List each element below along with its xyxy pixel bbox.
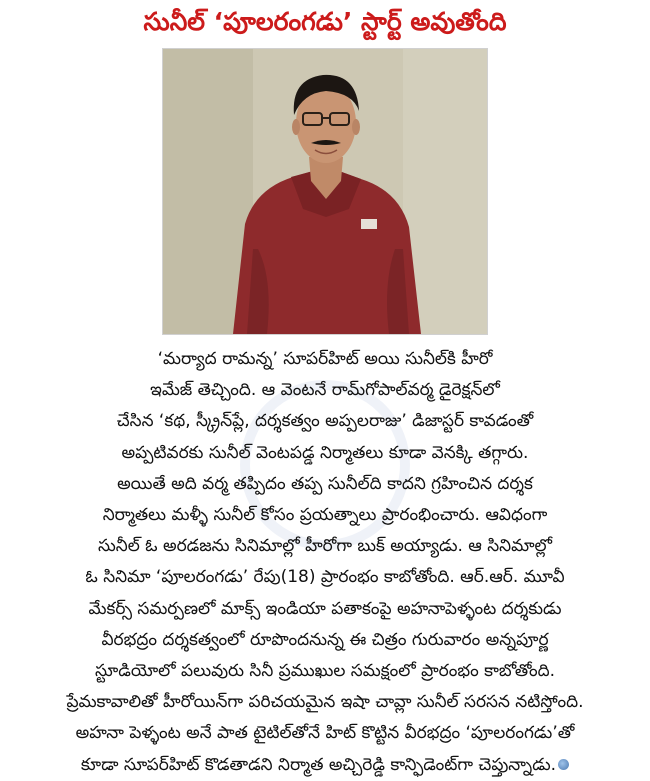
article-line-text: కూడా సూపర్‌హిట్ కొడతాడని నిర్మాత అచ్చిరెడ్డి కాన్ఫిడెంట్‌గా చెప్తున్నాడు. — [80, 754, 557, 775]
article-line: అయితే అది వర్మ తప్పిదం తప్ప సునీల్‌ది కాదని గ్రహించిన దర్శక — [117, 473, 533, 494]
article-headline: సునీల్ ‘పూలరంగడు’ స్టార్ట్ అవుతోంది — [143, 7, 507, 36]
article-body — [14, 344, 636, 781]
actor-photo — [162, 48, 488, 335]
article-line: చేసిన ‘కథ, స్క్రీన్‌ప్లే, దర్శకత్వం అప్పలరాజు’ డిజాస్టర్ కావడంతో — [116, 411, 534, 432]
article-line: సునీల్ ఓ అరడజను సినిమాల్లో హీరోగా బుక్ అయ్యాడు. ఆ సినిమాల్లో — [97, 536, 553, 557]
article-line: అహనా పెళ్ళంట అనే పాత టైటిల్‌తోనే హిట్ కొట్టిన వీరభద్రం ‘పూలరంగడు’తో — [75, 723, 575, 744]
article-line: ఓ సినిమా ‘పూలరంగడు’ రేపు(18) ప్రారంభం కాబోతోంది. ఆర్.ఆర్. మూవీ — [85, 567, 565, 588]
article-line: నిర్మాతలు మళ్ళీ సునీల్ కోసం ప్రయత్నాలు ప్రారంభించారు. ఆవిధంగా — [102, 505, 548, 526]
article-line: మేకర్స్ సమర్పణలో మాక్స్ ఇండియా పతాకంపై అహనాపెళ్ళంట దర్శకుడు — [88, 598, 562, 619]
article-line: అప్పటివరకు సునీల్ వెంటపడ్డ నిర్మాతలు కూడా వెనక్కి తగ్గారు. — [121, 442, 529, 463]
article-line: వీరభద్రం దర్శకత్వంలో రూపొందనున్న ఈ చిత్రం గురువారం అన్నపూర్ణ — [101, 629, 549, 650]
article-line: ‘మర్యాద రామన్న’ సూపర్‌హిట్ అయి సునీల్‌కి హీరో — [157, 349, 493, 369]
article-line: స్టూడియోలో పలువురు సినీ ప్రముఖుల సమక్షంలో ప్రారంభం కాబోతోంది. — [94, 661, 556, 682]
article-line: ఇమేజ్ తెచ్చింది. ఆ వెంటనే రామ్‌గోపాల్‌వర్మ డైరెక్షన్‌లో — [150, 380, 500, 401]
article-line: ప్రేమకావాలితో హీరోయిన్‌గా పరిచయమైన ఇషా చావ్లా సునీల్ సరసన నటిస్తోంది. — [66, 692, 584, 713]
actor-portrait-icon — [163, 49, 487, 334]
globe-icon — [558, 759, 569, 770]
article-last-line — [14, 750, 636, 781]
